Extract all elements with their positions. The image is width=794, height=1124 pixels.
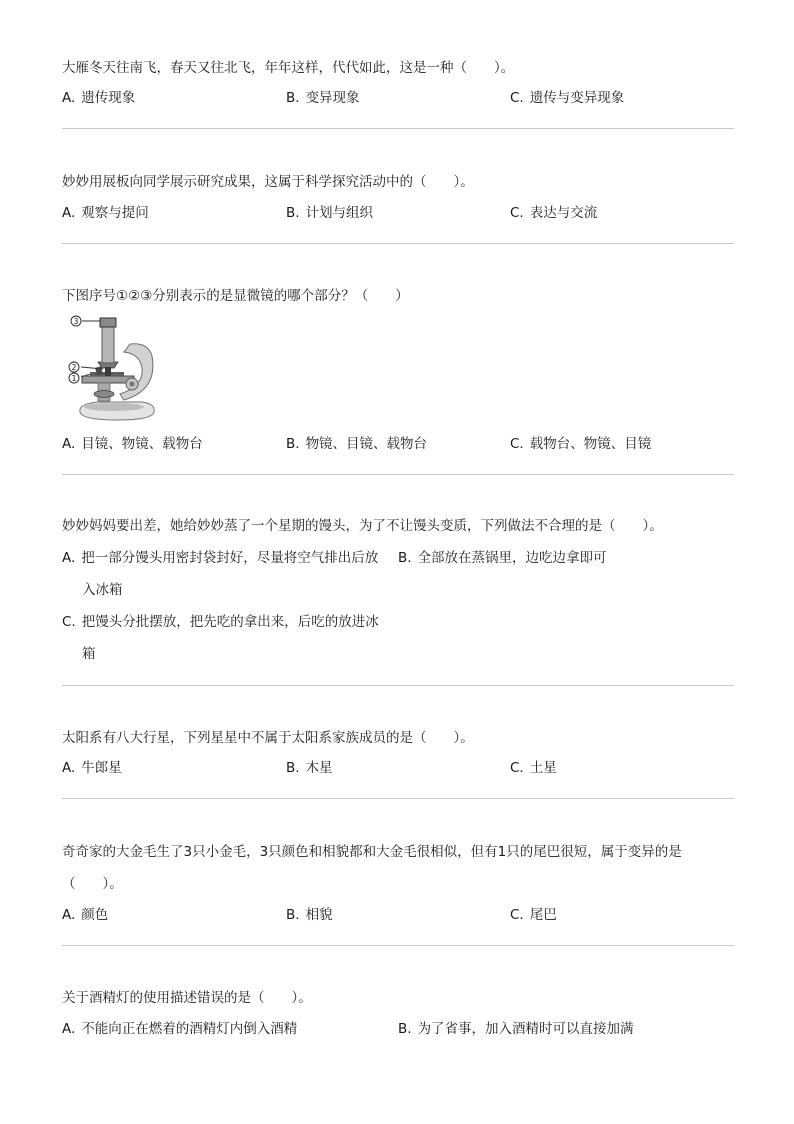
q1-option-c[interactable] [510,88,624,108]
option-label: A. [62,205,76,221]
q7-option-a[interactable] [62,1019,297,1039]
q4-option-c-continued: 箱 [82,646,96,662]
option-text: 变异现象 [305,90,360,106]
option-label: A. [62,550,76,566]
question-2-stem: 妙妙用展板向同学展示研究成果，这属于科学探究活动中的（ ）。 [62,174,474,190]
q6-option-c[interactable] [510,905,557,925]
q5-option-b[interactable] [286,758,333,778]
q4-option-a[interactable] [62,548,378,568]
svg-text:1: 1 [71,373,77,383]
q2-option-c[interactable] [510,203,597,223]
q3-option-b[interactable] [286,434,427,454]
q6-option-b[interactable] [286,905,333,925]
option-label: A. [62,907,76,923]
option-text: 观察与提问 [81,205,149,221]
option-text: 载物台、物镜、目镜 [529,436,652,452]
question-7-stem: 关于酒精灯的使用描述错误的是（ ）。 [62,990,312,1006]
option-label: C. [510,205,524,221]
q4-option-c[interactable] [62,612,379,632]
svg-text:2: 2 [71,362,77,372]
option-text: 土星 [529,760,557,776]
q5-option-c[interactable] [510,758,557,778]
option-text: 表达与交流 [529,205,598,221]
q4-option-b[interactable] [398,548,607,568]
option-label: B. [286,205,300,221]
option-label: C. [510,90,524,106]
option-text: 为了省事，加入酒精时可以直接加满 [417,1021,634,1037]
option-label: A. [62,1021,76,1037]
svg-text:3: 3 [73,316,79,326]
option-text: 不能向正在燃着的酒精灯内倒入酒精 [81,1021,298,1037]
option-label: B. [398,550,412,566]
divider [62,685,734,686]
question-6-stem: 奇奇家的大金毛生了3只小金毛，3只颜色和相貌都和大金毛很相似，但有1只的尾巴很短，属于变异的是 [62,844,682,860]
divider [62,128,734,129]
q4-option-a-continued: 入冰箱 [82,582,123,598]
q6-option-a[interactable] [62,905,108,925]
q7-option-b[interactable] [398,1019,634,1039]
option-text: 遗传现象 [81,90,136,106]
option-text: 木星 [305,760,333,776]
divider [62,474,734,475]
q1-option-b[interactable] [286,88,360,108]
option-label: A. [62,760,76,776]
option-text: 计划与组织 [305,205,374,221]
option-text: 遗传与变异现象 [529,90,625,106]
q3-option-c[interactable] [510,434,651,454]
q3-option-a[interactable] [62,434,203,454]
option-text: 颜色 [81,907,109,923]
option-text: 全部放在蒸锅里，边吃边拿即可 [417,550,607,566]
option-text: 尾巴 [529,907,557,923]
question-3-stem: 下图序号①②③分别表示的是显微镜的哪个部分？（ ） [62,288,409,304]
option-text: 目镜、物镜、载物台 [81,436,203,452]
option-label: C. [510,907,524,923]
option-text: 牛郎星 [81,760,122,776]
option-label: B. [398,1021,412,1037]
q5-option-a[interactable] [62,758,122,778]
option-text: 相貌 [305,907,333,923]
option-text: 把一部分馒头用密封袋封好，尽量将空气排出后放 [81,550,379,566]
option-label: B. [286,436,300,452]
option-label: C. [510,760,524,776]
option-label: A. [62,90,76,106]
option-label: B. [286,760,300,776]
option-label: B. [286,90,300,106]
question-6-stem-continued: （ ）。 [62,876,123,892]
q2-option-b[interactable] [286,203,373,223]
question-5-stem: 太阳系有八大行星，下列星星中不属于太阳系家族成员的是（ ）。 [62,730,474,746]
option-label: B. [286,907,300,923]
option-label: A. [62,436,76,452]
divider [62,945,734,946]
question-1-stem: 大雁冬天往南飞，春天又往北飞，年年这样，代代如此，这是一种（ ）。 [62,60,515,76]
divider [62,798,734,799]
option-text: 把馒头分批摆放，把先吃的拿出来，后吃的放进冰 [81,614,379,630]
option-label: C. [510,436,524,452]
divider [62,243,734,244]
option-label: C. [62,614,76,630]
q2-option-a[interactable] [62,203,149,223]
microscope-figure [58,312,162,424]
q1-option-a[interactable] [62,88,135,108]
question-4-stem: 妙妙妈妈要出差，她给妙妙蒸了一个星期的馒头，为了不让馒头变质，下列做法不合理的是（ ）。 [62,518,663,534]
option-text: 物镜、目镜、载物台 [305,436,428,452]
